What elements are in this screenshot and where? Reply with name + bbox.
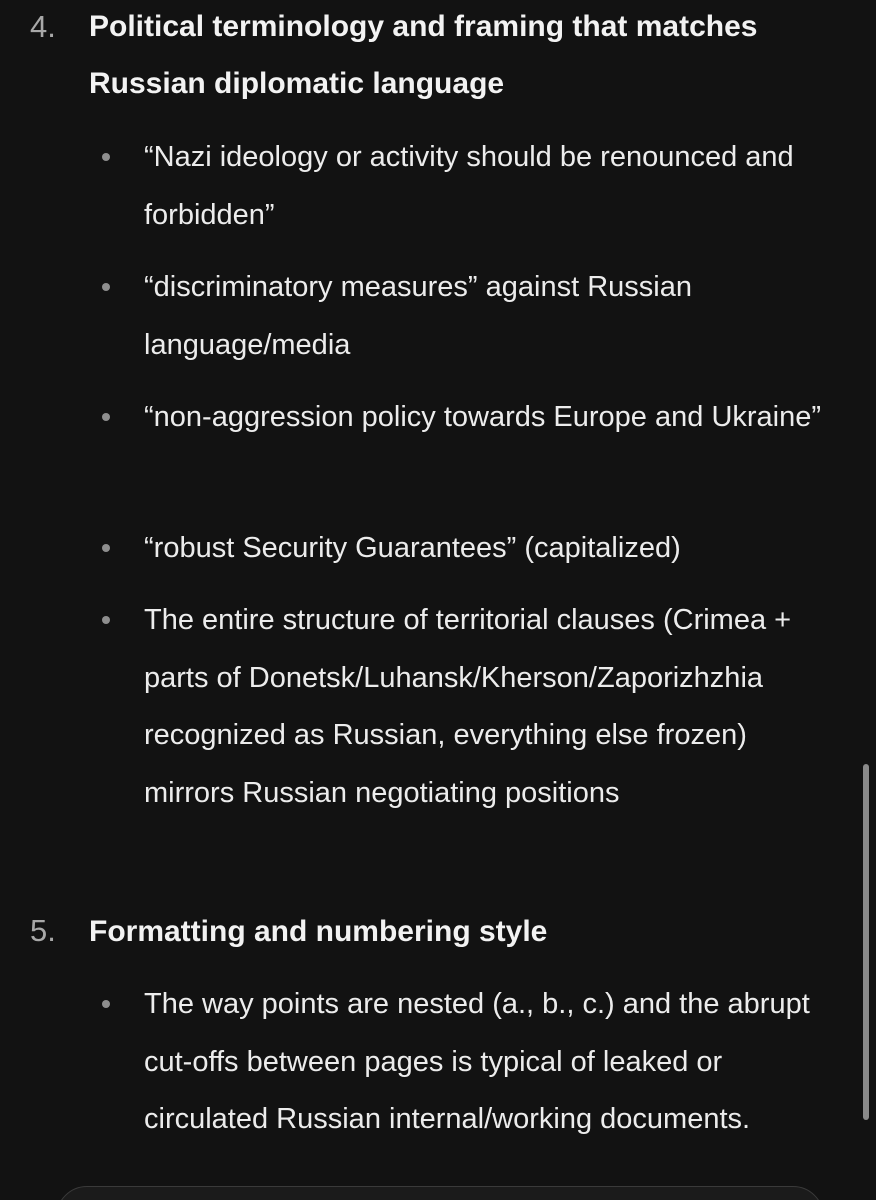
bullet-text: The way points are nested (a., b., c.) and the abrupt cut-offs between pages is typical of leaked or circulated Russian internal/working documents. [144, 988, 810, 1135]
list-number: 5. [30, 913, 56, 948]
message-composer[interactable] [56, 1186, 824, 1200]
list-number: 4. [30, 9, 56, 44]
list-heading: Political terminology and framing that matches Russian diplomatic language [89, 10, 758, 100]
bullet-dot-icon [102, 1000, 110, 1008]
bullet-dot-icon [102, 153, 110, 161]
scrollbar-thumb[interactable] [863, 764, 869, 1120]
bullet-text: “Nazi ideology or activity should be renounced and forbidden” [144, 141, 794, 231]
bullet-text: “discriminatory measures” against Russian language/media [144, 271, 692, 361]
bullet-text: “robust Security Guarantees” (capitalized) [144, 532, 681, 564]
bullet-text: The entire structure of territorial clauses (Crimea + parts of Donetsk/Luhansk/Kherson/Zaporizhzhia recognized as Russian, everything else frozen) mirrors Russian negotiating positions [144, 604, 792, 809]
bullet-dot-icon [102, 413, 110, 421]
bullet-dot-icon [102, 283, 110, 291]
bullet-dot-icon [102, 616, 110, 624]
bullet-dot-icon [102, 544, 110, 552]
bullet-text: “non-aggression policy towards Europe and Ukraine” [144, 401, 822, 433]
list-heading: Formatting and numbering style [89, 915, 548, 948]
